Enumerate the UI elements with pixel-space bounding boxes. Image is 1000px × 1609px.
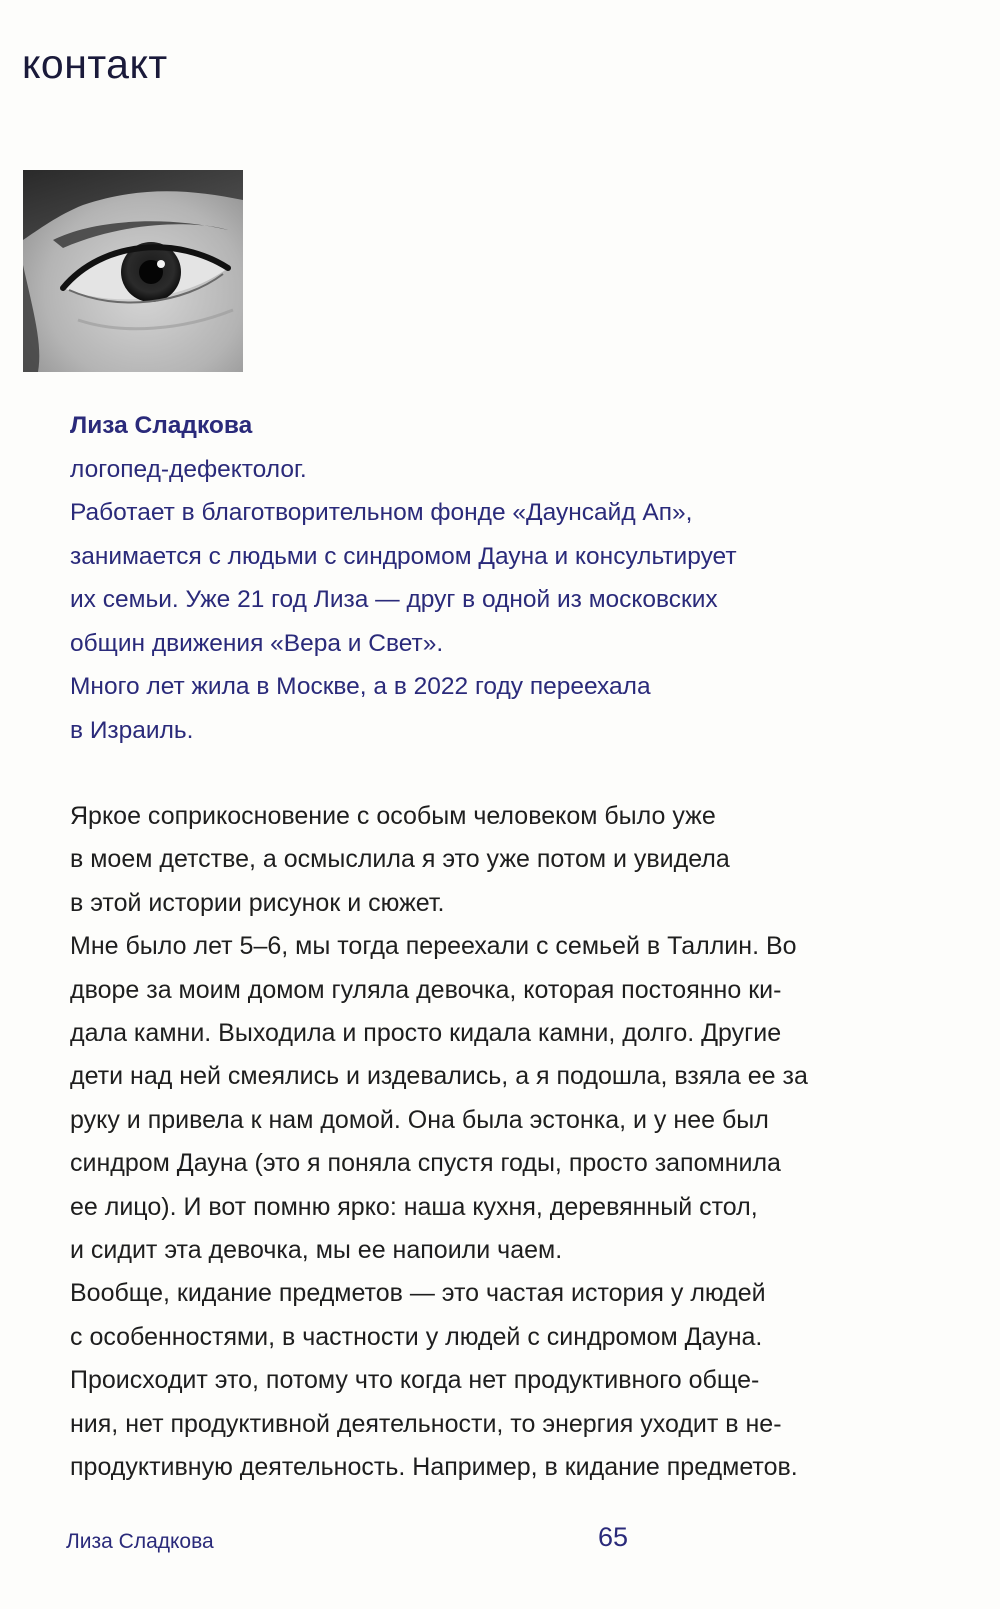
author-bio [70, 404, 970, 752]
story-line: Мне было лет 5–6, мы тогда переехали с семьей в Таллин. Во [70, 932, 797, 961]
story-line: Вообще, кидание предметов — это частая история у людей [70, 1279, 766, 1308]
page-number: 65 [598, 1522, 629, 1552]
story-line: дала камни. Выходила и просто кидала камни, долго. Другие [70, 1019, 782, 1048]
bio-line: занимается с людьми с синдромом Дауна и консультирует [70, 542, 737, 570]
story-line: продуктивную деятельность. Например, в кидание предметов. [70, 1453, 798, 1482]
bio-line: логопед-дефектолог. [70, 455, 307, 483]
bio-line: Много лет жила в Москве, а в 2022 году переехала [70, 673, 651, 700]
story-line: и сидит эта девочка, мы ее напоили чаем. [70, 1236, 563, 1265]
bio-line: их семьи. Уже 21 год Лиза — друг в одной из московских [70, 586, 718, 613]
story-line: ния, нет продуктивной деятельности, то энергия уходит в не- [70, 1409, 782, 1438]
bio-line: общин движения «Вера и Свет». [70, 629, 444, 657]
story-text [70, 795, 975, 1490]
bio-line: в Израиль. [70, 716, 194, 744]
footer-author: Лиза Сладкова [66, 1530, 214, 1553]
author-name: Лиза Сладкова [70, 412, 253, 439]
story-line: в моем детстве, а осмыслила я это уже потом и увидела [70, 845, 730, 874]
bio-line: Работает в благотворительном фонде «Даунсайд Ап», [70, 499, 693, 526]
story-line: Происходит это, потому что когда нет продуктивного обще- [70, 1366, 760, 1395]
section-title: контакт [22, 41, 168, 87]
story-line: синдром Дауна (это я поняла спустя годы, просто запомнила [70, 1149, 781, 1178]
story-line: ее лицо). И вот помню ярко: наша кухня, деревянный стол, [70, 1192, 758, 1221]
story-line: в этой истории рисунок и сюжет. [70, 888, 445, 917]
story-line: Яркое соприкосновение с особым человеком было уже [70, 802, 716, 830]
story-line: дворе за моим домом гуляла девочка, которая постоянно ки- [70, 975, 782, 1004]
story-line: с особенностями, в частности у людей с синдромом Дауна. [70, 1322, 763, 1351]
eye-photo-icon [23, 170, 243, 372]
portrait-photo [23, 170, 243, 372]
story-line: руку и привела к нам домой. Она была эстонка, и у нее был [70, 1105, 769, 1134]
story-line: дети над ней смеялись и издевались, а я подошла, взяла ее за [70, 1062, 808, 1091]
